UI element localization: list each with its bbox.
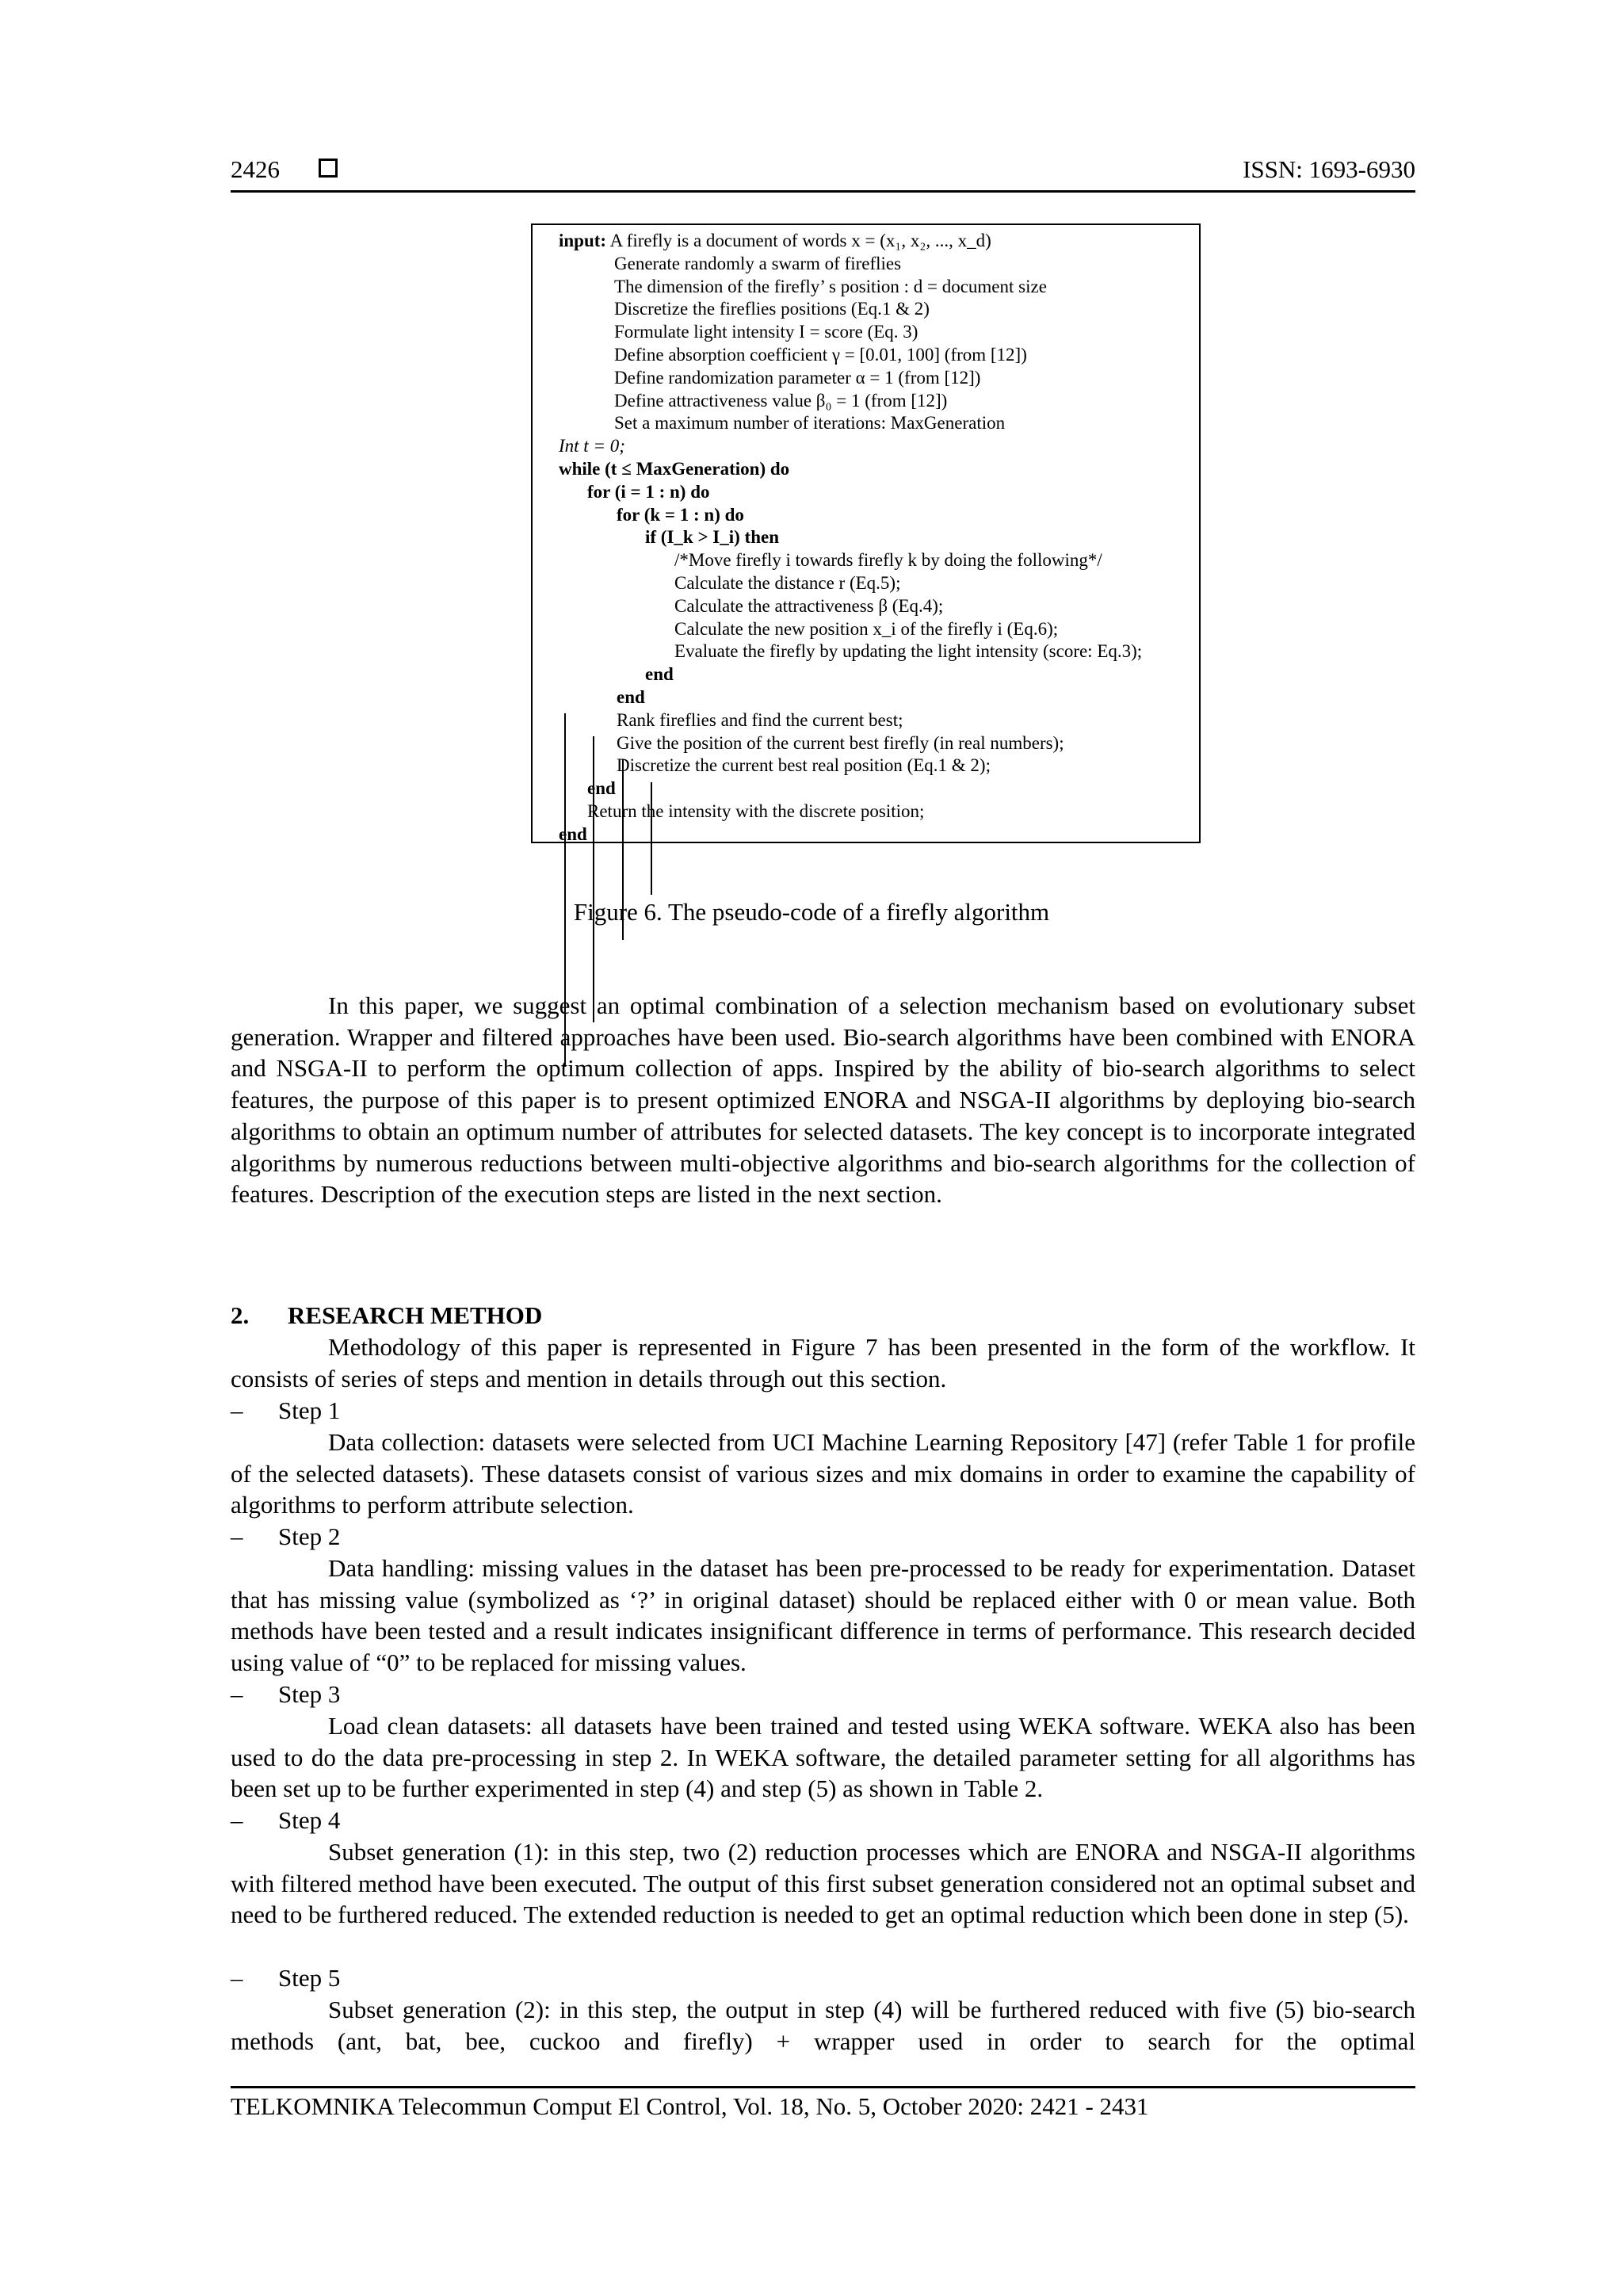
algo-line: The dimension of the firefly’ s position : d = document size — [614, 276, 1047, 296]
header-rule — [231, 190, 1415, 193]
step-label — [231, 1521, 340, 1553]
dash-bullet: – — [231, 1522, 243, 1550]
step-paragraph — [231, 1710, 1415, 1805]
issn: ISSN: 1693-6930 — [1243, 155, 1415, 183]
square-bullet-icon — [319, 159, 338, 178]
section-number: 2. — [231, 1301, 250, 1329]
algo-line: Generate randomly a swarm of fireflies — [614, 253, 902, 273]
step-text: Data handling: missing values in the dataset has been pre-processed to be ready for experimentation. Dataset that has missing value (symbolized as ‘?’ in original dataset) should be replaced either with 0 or mean value. Both methods have been tested and a result indicates insignificant difference in terms of performance. This research decided using value of “0” to be replaced for missing values. — [231, 1554, 1415, 1677]
algo-line: end — [559, 823, 587, 844]
algo-line: end — [645, 664, 674, 685]
algo-line: Int t = 0; — [559, 436, 625, 457]
algo-line: for (i = 1 : n) do — [587, 481, 710, 502]
algo-line: Define attractiveness value β₀ = 1 (from [12]) — [614, 390, 948, 411]
step-title: Step 2 — [278, 1522, 341, 1550]
step-text: Subset generation (2): in this step, the output in step (4) will be furthered reduced with five (5) bio-search methods (ant, bat, bee, cuckoo and firefly) + wrapper used in order to search for the optimal — [231, 1996, 1415, 2055]
input-text: A firefly is a document of words x = (x₁, x₂, ..., x_d) — [606, 231, 991, 250]
step-paragraph — [231, 1994, 1415, 2057]
footer-citation: TELKOMNIKA Telecommun Comput El Control, Vol. 18, No. 5, October 2020: 2421 - 2431 — [231, 2092, 1149, 2120]
input-keyword: input: — [559, 231, 607, 250]
algo-line: /*Move firefly i towards firefly k by doing the following*/ — [674, 550, 1102, 571]
dash-bullet: – — [231, 1806, 243, 1834]
figure-caption: Figure 6. The pseudo-code of a firefly algorithm — [573, 898, 1050, 926]
algo-line: Evaluate the firefly by updating the light intensity (score: Eq.3); — [674, 641, 1143, 662]
algo-line: end — [617, 686, 645, 707]
algo-line: Return the intensity with the discrete position; — [587, 800, 925, 821]
step-title: Step 5 — [278, 1964, 341, 1992]
intro-paragraph — [231, 990, 1415, 1210]
algo-line: Formulate light intensity I = score (Eq. 3) — [614, 322, 918, 342]
algo-line: Calculate the distance r (Eq.5); — [674, 572, 901, 593]
algo-line: for (k = 1 : n) do — [617, 504, 744, 525]
step-paragraph — [231, 1553, 1415, 1679]
algo-line: Set a maximum number of iterations: MaxGeneration — [614, 413, 1006, 434]
step-label — [231, 1805, 340, 1836]
algo-line: end — [587, 778, 616, 799]
algo-line: Calculate the attractiveness β (Eq.4); — [674, 595, 944, 616]
intro-paragraph-text: In this paper, we suggest an optimal combination of a selection mechanism based on evolutionary subset generation. Wrapper and filtered approaches have been used. Bio-search algorithms have been combined with ENORA and NSGA-II to perform the optimum collection of apps. Inspired by the ability of bio-search algorithms to select features, the purpose of this paper is to present optimized ENORA and NSGA-II algorithms by deploying bio-search algorithms to obtain an optimum number of attributes for selected datasets. The key concept is to incorporate integrated algorithms by numerous reductions between multi-objective algorithms and bio-search algorithms for the collection of features. Description of the execution steps are listed in the next section. — [231, 991, 1415, 1209]
step-title: Step 1 — [278, 1396, 341, 1424]
section-intro — [231, 1331, 1415, 1394]
algo-line — [559, 230, 1191, 253]
algo-line: Calculate the new position x_i of the firefly i (Eq.6); — [674, 618, 1059, 639]
step-title: Step 3 — [278, 1680, 341, 1708]
step-label — [231, 1962, 340, 1994]
section-heading — [231, 1300, 542, 1331]
step-label — [231, 1395, 340, 1427]
algo-line: Define randomization parameter α = 1 (from [12]) — [614, 367, 981, 388]
footer-rule — [231, 2086, 1415, 2088]
step-paragraph — [231, 1427, 1415, 1521]
step-title: Step 4 — [278, 1806, 341, 1834]
step-text: Data collection: datasets were selected from UCI Machine Learning Repository [47] (refer Table 1 for profile of the selected datasets). These datasets consist of various sizes and mix domains in order to examine the capability of algorithms to perform attribute selection. — [231, 1428, 1415, 1519]
step-label — [231, 1679, 340, 1710]
pseudo-code-figure — [531, 223, 1201, 843]
section-intro-text: Methodology of this paper is represented in Figure 7 has been presented in the form of the workflow. It consists of series of steps and mention in details through out this section. — [231, 1333, 1415, 1392]
page-number: 2426 — [231, 155, 280, 183]
algo-line: if (I_k > I_i) then — [645, 527, 780, 548]
dash-bullet: – — [231, 1396, 243, 1424]
dash-bullet: – — [231, 1680, 243, 1708]
algo-line: while (t ≤ MaxGeneration) do — [559, 458, 790, 479]
algo-line: Discretize the current best real position (Eq.1 & 2); — [617, 755, 991, 776]
step-text: Subset generation (1): in this step, two (2) reduction processes which are ENORA and NSGA-II algorithms with filtered method have been executed. The output of this first subset generation considered not an optimal subset and need to be furthered reduced. The extended reduction is needed to get an optimal reduction which been done in step (5). — [231, 1838, 1415, 1929]
algo-line: Give the position of the current best firefly (in real numbers); — [617, 732, 1064, 753]
algo-line: Define absorption coefficient γ = [0.01, 100] (from [12]) — [614, 344, 1027, 365]
algo-line: Discretize the fireflies positions (Eq.1 & 2) — [614, 299, 930, 319]
step-paragraph — [231, 1836, 1415, 1931]
algo-line: Rank fireflies and find the current best; — [617, 709, 903, 730]
step-text: Load clean datasets: all datasets have been trained and tested using WEKA software. WEKA also has been used to do the data pre-processing in step 2. In WEKA software, the detailed parameter setting for all algorithms has been set up to be further experimented in step (4) and step (5) as shown in Table 2. — [231, 1712, 1415, 1803]
dash-bullet: – — [231, 1964, 243, 1992]
section-title: RESEARCH METHOD — [288, 1301, 543, 1329]
